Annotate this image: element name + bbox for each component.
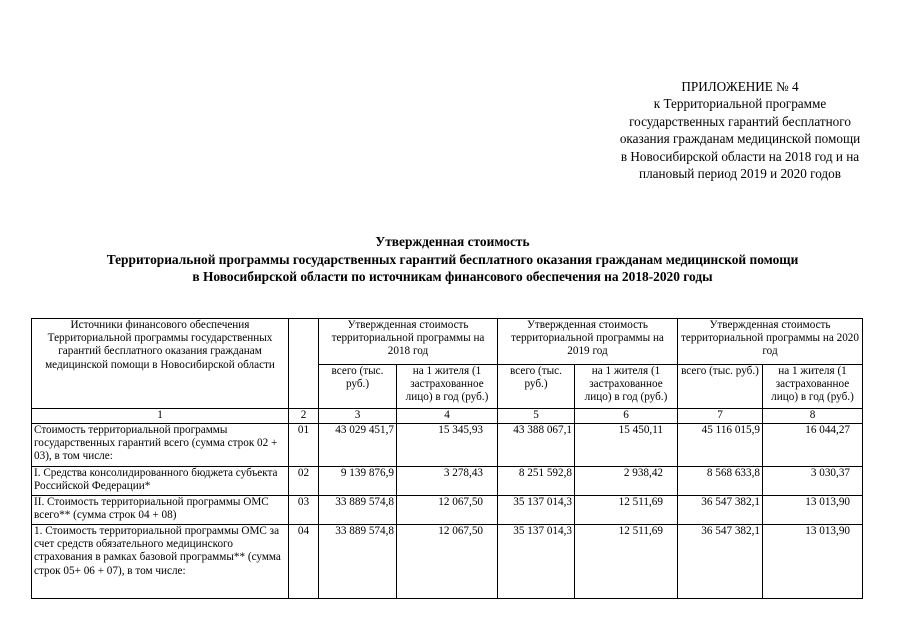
document-title xyxy=(0,233,905,286)
year-header-2019: Утвержденная стоимость территориальной программы на 2019 год xyxy=(498,319,678,365)
per-person-2018: 12 067,50 xyxy=(397,525,498,599)
cost-table xyxy=(31,318,863,599)
total-2018: 9 139 876,9 xyxy=(319,467,397,496)
per-person-2019: 12 511,69 xyxy=(575,496,678,525)
total-header: всего (тыс. руб.) xyxy=(319,365,397,409)
total-2020: 36 547 382,1 xyxy=(678,525,763,599)
title-line: в Новосибирской области по источникам финансового обеспечения на 2018-2020 годы xyxy=(192,269,713,284)
table-row xyxy=(32,525,863,599)
row-code: 04 xyxy=(289,525,319,599)
total-header: всего (тыс. руб.) xyxy=(498,365,575,409)
column-number: 1 xyxy=(32,409,289,424)
appendix-line: плановый период 2019 и 2020 годов xyxy=(639,166,841,182)
source-cell: Стоимость территориальной программы государственных гарантий всего (сумма строк 02 + 03), в том числе: xyxy=(32,424,289,467)
per-person-2020: 3 030,37 xyxy=(763,467,863,496)
appendix-heading xyxy=(590,78,890,182)
source-cell: 1. Стоимость территориальной программы ОМС за счет средств обязательного медицинского страхования в рамках базовой программы** (сумма строк 05+ 06 + 07), в том числе: xyxy=(32,525,289,599)
total-2019: 35 137 014,3 xyxy=(498,496,575,525)
appendix-line: оказания гражданам медицинской помощи xyxy=(619,131,861,147)
total-2019: 43 388 067,1 xyxy=(498,424,575,467)
table-row xyxy=(32,424,863,467)
per-person-2018: 3 278,43 xyxy=(397,467,498,496)
source-header: Источники финансового обеспечения Территориальной программы государственных гарантий бесплатного оказания гражданам медицинской помощи в Новосибирской области xyxy=(32,319,289,409)
per-person-header: на 1 жителя (1 застрахованное лицо) в год (руб.) xyxy=(575,365,678,409)
title-line: Территориальной программы государственных гарантий бесплатного оказания гражданам медицинской помощи xyxy=(106,251,799,267)
total-2019: 35 137 014,3 xyxy=(498,525,575,599)
per-person-2019: 15 450,11 xyxy=(575,424,678,467)
total-2020: 45 116 015,9 xyxy=(678,424,763,467)
column-number: 2 xyxy=(289,409,319,424)
per-person-2018: 12 067,50 xyxy=(397,496,498,525)
per-person-2020: 16 044,27 xyxy=(763,424,863,467)
appendix-number: ПРИЛОЖЕНИЕ № 4 xyxy=(681,79,799,94)
column-number: 4 xyxy=(397,409,498,424)
table-row xyxy=(32,467,863,496)
total-2020: 8 568 633,8 xyxy=(678,467,763,496)
per-person-2019: 12 511,69 xyxy=(575,525,678,599)
table-row xyxy=(32,496,863,525)
column-number-row xyxy=(32,409,863,424)
appendix-line: к Территориальной программе xyxy=(653,96,827,112)
total-2020: 36 547 382,1 xyxy=(678,496,763,525)
source-cell: II. Стоимость территориальной программы ОМС всего** (сумма строк 04 + 08) xyxy=(32,496,289,525)
row-code: 03 xyxy=(289,496,319,525)
year-header-2020: Утвержденная стоимость территориальной программы на 2020 год xyxy=(678,319,863,365)
source-cell: I. Средства консолидированного бюджета субъекта Российской Федерации* xyxy=(32,467,289,496)
row-code: 01 xyxy=(289,424,319,467)
per-person-header: на 1 жителя (1 застрахованное лицо) в год (руб.) xyxy=(397,365,498,409)
column-number: 7 xyxy=(678,409,763,424)
column-number: 6 xyxy=(575,409,678,424)
per-person-2020: 13 013,90 xyxy=(763,525,863,599)
total-2018: 33 889 574,8 xyxy=(319,525,397,599)
column-number: 5 xyxy=(498,409,575,424)
year-header-2018: Утвержденная стоимость территориальной программы на 2018 год xyxy=(319,319,498,365)
per-person-2020: 13 013,90 xyxy=(763,496,863,525)
column-number: 3 xyxy=(319,409,397,424)
per-person-2018: 15 345,93 xyxy=(397,424,498,467)
per-person-header: на 1 жителя (1 застрахованное лицо) в год (руб.) xyxy=(763,365,863,409)
row-code: 02 xyxy=(289,467,319,496)
appendix-line: в Новосибирской области на 2018 год и на xyxy=(620,148,860,164)
total-header: всего (тыс. руб.) xyxy=(678,365,763,409)
title-line: Утвержденная стоимость xyxy=(375,234,530,249)
appendix-line: государственных гарантий бесплатного xyxy=(629,113,851,129)
column-number: 8 xyxy=(763,409,863,424)
total-2018: 43 029 451,7 xyxy=(319,424,397,467)
total-2018: 33 889 574,8 xyxy=(319,496,397,525)
code-header xyxy=(289,319,319,409)
total-2019: 8 251 592,8 xyxy=(498,467,575,496)
per-person-2019: 2 938,42 xyxy=(575,467,678,496)
